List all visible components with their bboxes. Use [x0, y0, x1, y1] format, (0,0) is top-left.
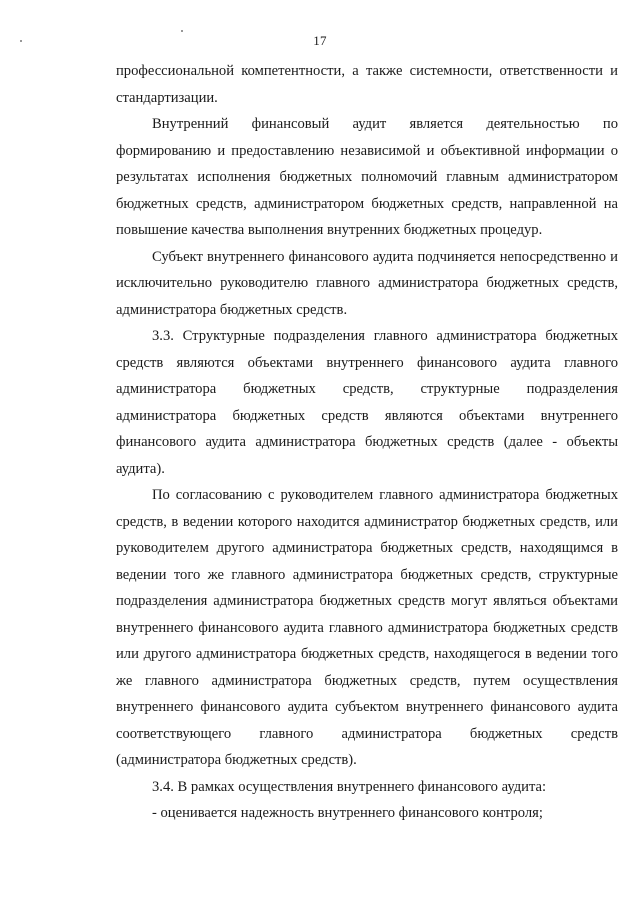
paragraph-clause-3-3: 3.3. Структурные подразделения главного администратора бюджетных средств являются объектами внутреннего финансового аудита главного администратора бюджетных средств, структурные подразделения администратора бюджетных средств являются объектами внутреннего финансового аудита администратора бюджетных средств (далее - объекты аудита). — [116, 328, 618, 477]
document-body — [116, 58, 618, 827]
scan-dot-artifact — [181, 30, 183, 32]
paragraph-internal-audit-definition: Внутренний финансовый аудит является деятельностью по формированию и предоставлению независимой и объективной информации о результатах исполнения бюджетных полномочий главным администратором бюджетных средств, администратором бюджетных средств, направленной на повышение качества выполнения внутренних бюджетных процедур. — [116, 116, 618, 238]
paragraph-clause-3-4: 3.4. В рамках осуществления внутреннего финансового аудита: — [152, 778, 547, 795]
list-item-reliability: - оценивается надежность внутреннего финансового контроля; — [152, 805, 543, 821]
page-number: 17 — [313, 33, 327, 48]
paragraph-agreement-clause: По согласованию с руководителем главного администратора бюджетных средств, в ведении которого находится администратор бюджетных средств, или руководителем другого администратора бюджетных средств, находящимся в ведении того же главного администратора бюджетных средств, структурные подразделения администратора бюджетных средств могут являться объектами внутреннего финансового аудита главного администратора бюджетных средств или другого администратора бюджетных средств, находящегося в ведении того же главного администратора бюджетных средств, путем осуществления внутреннего финансового аудита субъектом внутреннего финансового аудита соответствующего главного администратора бюджетных средств (администратора бюджетных средств). — [116, 487, 618, 768]
paragraph-subject-subordination: Субъект внутреннего финансового аудита подчиняется непосредственно и исключительно руководителю главного администратора бюджетных средств, администратора бюджетных средств. — [116, 248, 618, 318]
paragraph-continuation: профессиональной компетентности, а также системности, ответственности и стандартизации. — [116, 63, 618, 106]
scan-dot-artifact — [20, 40, 22, 42]
